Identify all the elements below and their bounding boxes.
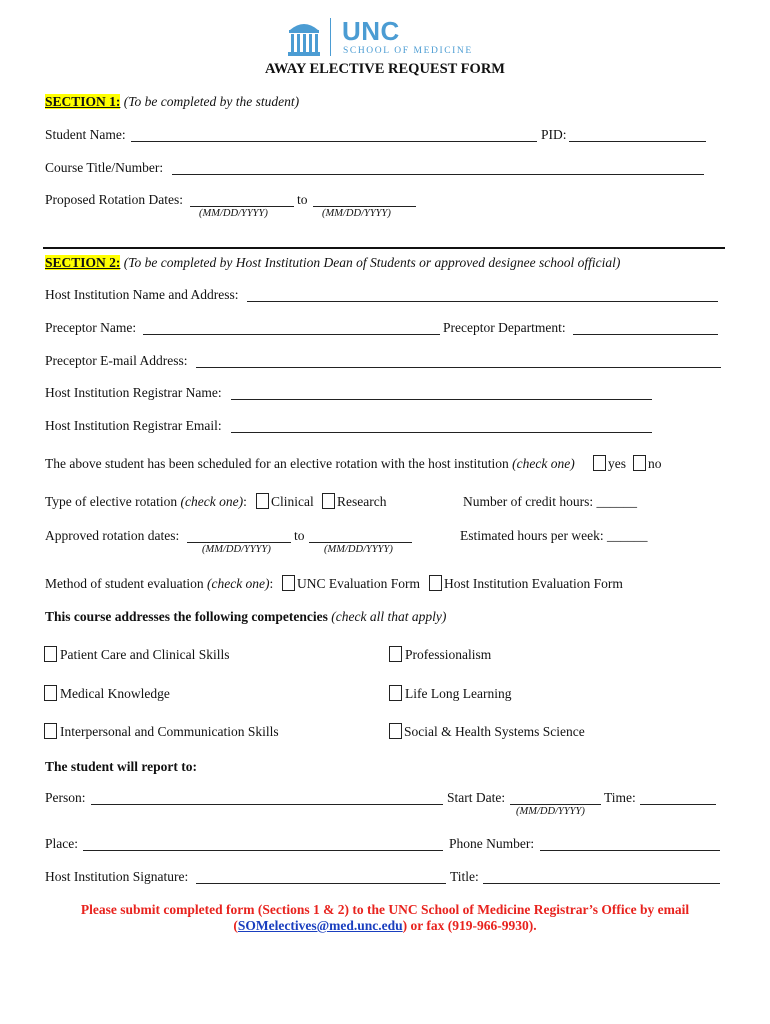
no-label: no [648, 456, 662, 471]
approved-to-label: to [294, 528, 305, 543]
comp-interpersonal-checkbox[interactable] [44, 723, 57, 739]
person-field[interactable] [91, 804, 443, 805]
section2-label: SECTION 2: [45, 255, 121, 270]
scheduled-text: The above student has been scheduled for an elective rotation with the host institution [45, 456, 509, 471]
course-label: Course Title/Number: [45, 160, 164, 175]
comp-medical-knowledge-label: Medical Knowledge [60, 686, 170, 701]
comp-lifelong-learning-label: Life Long Learning [405, 686, 512, 701]
student-name-label: Student Name: [45, 127, 126, 142]
rotation-type-label [45, 494, 247, 510]
no-checkbox[interactable] [633, 455, 646, 471]
preceptor-email-field[interactable] [196, 367, 721, 368]
research-checkbox[interactable] [322, 493, 335, 509]
credit-hours-label[interactable]: Number of credit hours: ______ [463, 494, 637, 509]
host-eval-label: Host Institution Evaluation Form [444, 576, 623, 591]
preceptor-dept-label: Preceptor Department: [443, 320, 566, 335]
proposed-start-hint: (MM/DD/YYYY) [199, 208, 268, 219]
proposed-end-hint: (MM/DD/YYYY) [322, 208, 391, 219]
title-label: Title: [450, 869, 479, 884]
unc-logo [286, 16, 486, 60]
start-date-label: Start Date: [447, 790, 506, 805]
registrar-email-link[interactable]: SOMelectives@med.unc.edu [237, 918, 403, 933]
preceptor-name-label: Preceptor Name: [45, 320, 137, 335]
competencies-check-all: (check all that apply) [331, 609, 447, 624]
evaluation-method-check-one: (check one) [206, 576, 270, 591]
rotation-type-text: Type of elective rotation [45, 494, 178, 509]
host-eval-checkbox[interactable] [429, 575, 442, 591]
competencies-text: This course addresses the following competencies [45, 609, 328, 624]
comp-patient-care-checkbox[interactable] [44, 646, 57, 662]
preceptor-email-label: Preceptor E-mail Address: [45, 353, 188, 368]
phone-field[interactable] [540, 850, 720, 851]
place-label: Place: [45, 836, 78, 851]
comp-patient-care-label: Patient Care and Clinical Skills [60, 647, 230, 662]
comp-professionalism-label: Professionalism [405, 647, 492, 662]
notice-fax: ) or fax (919-966-9930). [402, 918, 537, 933]
section-divider [43, 247, 725, 249]
evaluation-method-colon: : [269, 576, 274, 591]
approved-end-date-field[interactable] [309, 542, 412, 543]
submit-notice-line2 [0, 918, 770, 934]
competencies-heading [45, 609, 446, 625]
scheduled-statement [45, 456, 575, 472]
comp-interpersonal-label: Interpersonal and Communication Skills [60, 724, 279, 739]
signature-label: Host Institution Signature: [45, 869, 189, 884]
clinical-label: Clinical [271, 494, 314, 509]
clinical-checkbox[interactable] [256, 493, 269, 509]
student-name-field[interactable] [131, 141, 537, 142]
section1-header [45, 94, 299, 110]
time-label: Time: [604, 790, 636, 805]
comp-social-health-checkbox[interactable] [389, 723, 402, 739]
proposed-to-label: to [297, 192, 308, 207]
start-date-hint: (MM/DD/YYYY) [516, 806, 585, 817]
proposed-start-date-field[interactable] [190, 206, 294, 207]
research-label: Research [337, 494, 387, 509]
unc-eval-checkbox[interactable] [282, 575, 295, 591]
phone-label: Phone Number: [449, 836, 535, 851]
section1-note: (To be completed by the student) [123, 94, 300, 109]
start-date-field[interactable] [510, 804, 601, 805]
registrar-name-field[interactable] [231, 399, 652, 400]
comp-professionalism-checkbox[interactable] [389, 646, 402, 662]
preceptor-name-field[interactable] [143, 334, 440, 335]
proposed-end-date-field[interactable] [313, 206, 416, 207]
evaluation-method-text: Method of student evaluation [45, 576, 204, 591]
scheduled-check-one: (check one) [512, 456, 575, 471]
host-name-field[interactable] [247, 301, 718, 302]
section2-note: (To be completed by Host Institution Dean of Students or approved designee school official) [123, 255, 621, 270]
place-field[interactable] [83, 850, 443, 851]
comp-medical-knowledge-checkbox[interactable] [44, 685, 57, 701]
submit-notice-line1: Please submit completed form (Sections 1 & 2) to the UNC School of Medicine Registrar’s Office by email [80, 902, 690, 917]
estimated-hours-label[interactable]: Estimated hours per week: ______ [460, 528, 648, 543]
yes-checkbox[interactable] [593, 455, 606, 471]
report-to-heading: The student will report to: [45, 759, 197, 774]
signature-field[interactable] [196, 883, 446, 884]
notice-open-paren: ( [233, 918, 238, 933]
approved-start-date-field[interactable] [187, 542, 291, 543]
section2-header [45, 255, 620, 271]
pid-field[interactable] [569, 141, 706, 142]
registrar-email-field[interactable] [231, 432, 652, 433]
registrar-email-label: Host Institution Registrar Email: [45, 418, 222, 433]
rotation-type-check-one: (check one) [180, 494, 244, 509]
proposed-dates-label: Proposed Rotation Dates: [45, 192, 183, 207]
title-field[interactable] [483, 883, 720, 884]
approved-start-hint: (MM/DD/YYYY) [202, 544, 271, 555]
time-field[interactable] [640, 804, 716, 805]
form-title: AWAY ELECTIVE REQUEST FORM [265, 61, 505, 77]
preceptor-dept-field[interactable] [573, 334, 718, 335]
section1-label: SECTION 1: [45, 94, 121, 109]
registrar-name-label: Host Institution Registrar Name: [45, 385, 222, 400]
approved-dates-label: Approved rotation dates: [45, 528, 180, 543]
host-name-label: Host Institution Name and Address: [45, 287, 239, 302]
yes-label: yes [608, 456, 626, 471]
pid-label: PID: [541, 127, 567, 142]
comp-lifelong-learning-checkbox[interactable] [389, 685, 402, 701]
rotation-type-colon: : [243, 494, 247, 509]
comp-social-health-label: Social & Health Systems Science [404, 724, 585, 739]
approved-end-hint: (MM/DD/YYYY) [324, 544, 393, 555]
logo-subtitle: SCHOOL OF MEDICINE [343, 46, 473, 56]
logo-unc: UNC [342, 16, 400, 46]
person-label: Person: [45, 790, 86, 805]
unc-eval-label: UNC Evaluation Form [297, 576, 420, 591]
evaluation-method-label [45, 576, 273, 592]
course-field[interactable] [172, 174, 704, 175]
old-well-icon [286, 18, 322, 58]
